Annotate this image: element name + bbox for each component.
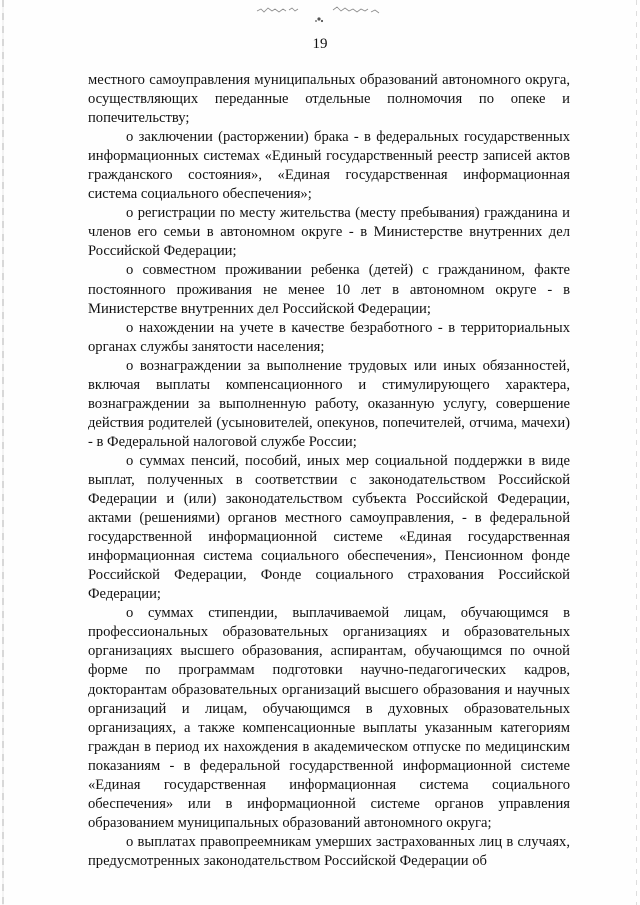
paragraph: о заключении (расторжении) брака - в федеральных государственных информационных системах «Единый государственный реестр записей актов гражданского состояния», «Единая государственная информационная система социального обеспечения»; [88, 129, 570, 203]
paragraph: о регистрации по месту жительства (месту пребывания) гражданина и членов его семьи в автономном округе - в Министерстве внутренних дел Российской Федерации; [88, 205, 570, 260]
page-number: 19 [312, 36, 328, 52]
paragraph: о выплатах правопреемникам умерших застрахованных лиц в случаях, предусмотренных законодательством Российской Федерации об [88, 833, 570, 869]
stamp-mark [255, 3, 385, 25]
paragraph: о суммах пенсий, пособий, иных мер социальной поддержки в виде выплат, полученных в соответствии с законодательством Российской Федерации и (или) законодательством субъекта Российской Федерации, актами (решениями) органов местного самоуправления, - в федеральной государственной информационной системе «Единая государственная информационная система социального обеспечения», Пенсионном фонде Российской Федерации, Фонде социального страхования Российской Федерации; [88, 452, 570, 603]
paragraph: о нахождении на учете в качестве безработного - в территориальных органах службы занятости населения; [88, 319, 570, 355]
scan-left-edge [2, 0, 4, 905]
paragraph: о суммах стипендии, выплачиваемой лицам, обучающимся в профессиональных образовательных организациях и образовательных организациях высшего образования, аспирантам, обучающимся по очной форме по программам подготовки научно-педагогических кадров, докторантам образовательных организаций высшего образования и научных организаций и лицам, обучающимся в духовных образовательных организациях, а также компенсационные выплаты указанным категориям граждан в период их нахождения в академическом отпуске по медицинским показаниям - в федеральной государственной информационной системе «Единая государственная информационная система социального обеспечения» или в информационной системе органов управления образованием муниципальных образований автономного округа; [88, 605, 570, 831]
paragraph: местного самоуправления муниципальных образований автономного округа, осуществляющих переданные отдельные полномочия по опеке и попечительству; [88, 72, 570, 127]
scan-right-edge [636, 0, 637, 905]
paragraph: о совместном проживании ребенка (детей) с гражданином, факте постоянного проживания не менее 10 лет в автономном округе - в Министерстве внутренних дел Российской Федерации; [88, 262, 570, 317]
document-body [88, 71, 570, 871]
paragraph: о вознаграждении за выполнение трудовых или иных обязанностей, включая выплаты компенсационного и стимулирующего характера, вознаграждении за выполненную работу, оказанную услугу, совершение действия родителей (усыновителей, опекунов, попечителей, отчима, мачехи) - в Федеральной налоговой службе России; [88, 357, 570, 450]
